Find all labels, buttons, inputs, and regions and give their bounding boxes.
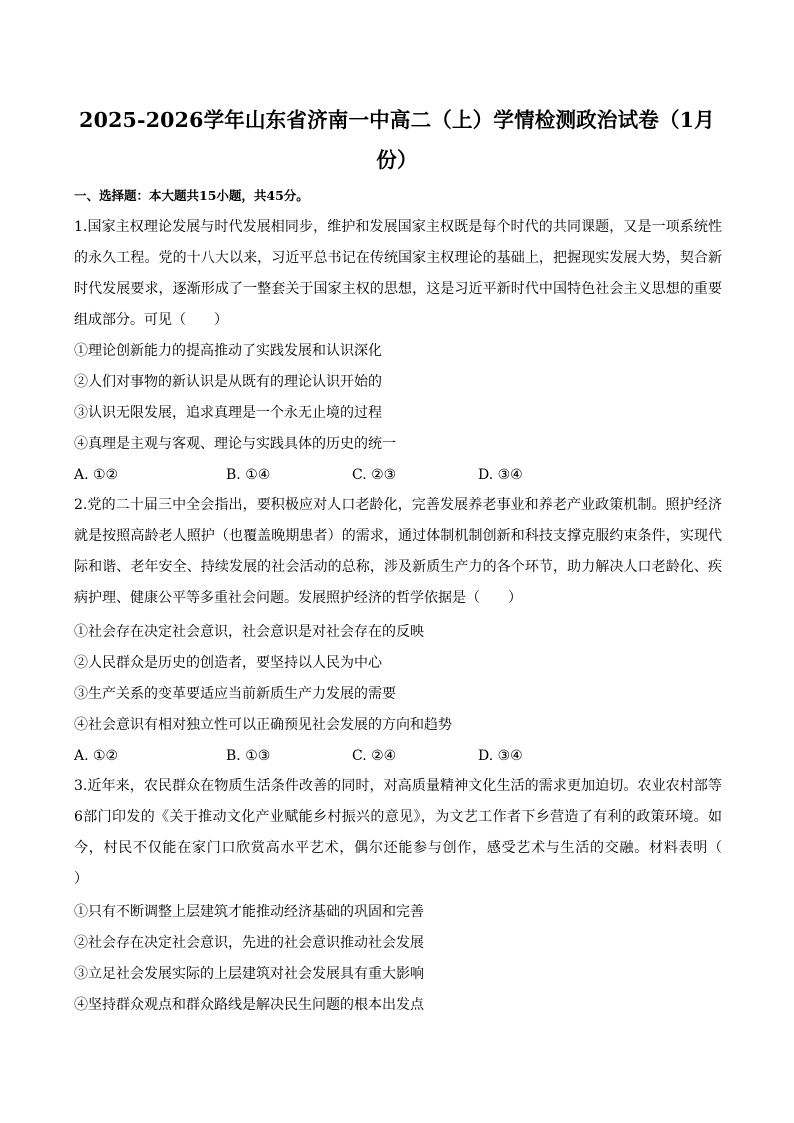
question-2-stem: 2.党的二十届三中全会指出，要积极应对人口老龄化，完善发展养老事业和养老产业政策机制。照护经济就是按照高龄老人照护（也覆盖晚期患者）的需求，通过体制机制创新和科技支撑克服约束条件，实现代际和谐、老年安全、持续发展的社会活动的总称，涉及新质生产力的各个环节，助力解决人口老龄化、疾病护理、健康公平等多重社会问题。发展照护经济的哲学依据是（ ） [74,497,722,606]
question-2-option-c: C. ②④ [352,748,397,764]
question-1-stem: 1.国家主权理论发展与时代发展相同步，维护和发展国家主权既是每个时代的共同课题，又是一项系统性的永久工程。党的十八大以来，习近平总书记在传统国家主权理论的基础上，把握现实发展大势，契合新时代发展要求，逐渐形成了一整套关于国家主权的思想，这是习近平新时代中国特色社会主义思想的重要组成部分。可见（ ） [74,219,722,328]
question-1-option-b: B. ①④ [226,467,271,483]
question-2-statement-2: ②人民群众是历史的创造者，要坚持以人民为中心 [74,655,382,671]
question-2-statement-3: ③生产关系的变革要适应当前新质生产力发展的需要 [74,686,396,702]
question-2-statement-1: ①社会存在决定社会意识，社会意识是对社会存在的反映 [74,624,424,640]
question-1-statement-3: ③认识无限发展，追求真理是一个永无止境的过程 [74,405,382,421]
question-2-option-a: A. ①② [74,748,119,764]
question-1-statement-4: ④真理是主观与客观、理论与实践具体的历史的统一 [74,436,396,452]
question-2-option-d: D. ③④ [478,748,523,764]
question-1-option-c: C. ②③ [352,467,397,483]
exam-title: 2025-2026学年山东省济南一中高二（上）学情检测政治试卷（1月份） [79,108,715,172]
question-3-stem: 3.近年来，农民群众在物质生活条件改善的同时，对高质量精神文化生活的需求更加迫切。农业农村部等6部门印发的《关于推动文化产业赋能乡村振兴的意见》，为文艺工作者下乡营造了有利的政策环境。如今，村民不仅能在家门口欣赏高水平艺术，偶尔还能参与创作，感受艺术与生活的交融。材料表明（ ） [74,778,750,887]
section-header: 一、选择题：本大题共15小题，共45分。 [74,188,309,203]
question-1-statement-1: ①理论创新能力的提高推动了实践发展和认识深化 [74,343,382,359]
question-1-option-a: A. ①② [74,467,119,483]
question-2-statement-4: ④社会意识有相对独立性可以正确预见社会发展的方向和趋势 [74,717,452,733]
question-3-statement-1: ①只有不断调整上层建筑才能推动经济基础的巩固和完善 [74,904,424,920]
question-1-option-d: D. ③④ [478,467,523,483]
question-2-option-b: B. ①③ [226,748,271,764]
question-3-statement-3: ③立足社会发展实际的上层建筑对社会发展具有重大影响 [74,966,424,982]
question-1-statement-2: ②人们对事物的新认识是从既有的理论认识开始的 [74,374,382,390]
question-3-statement-2: ②社会存在决定社会意识，先进的社会意识推动社会发展 [74,935,424,951]
question-3-statement-4: ④坚持群众观点和群众路线是解决民生问题的根本出发点 [74,997,424,1013]
